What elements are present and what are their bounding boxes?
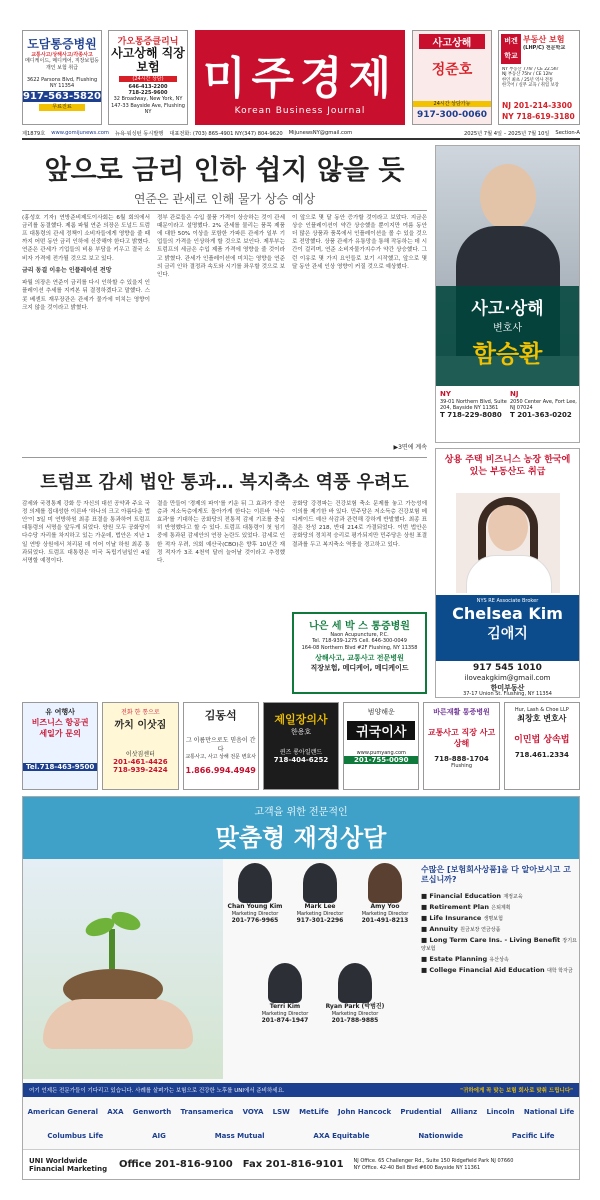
article1-rule <box>22 210 427 211</box>
insurer-logo: National Life <box>523 1108 575 1116</box>
service-en: Annuity <box>429 924 458 933</box>
finance-header <box>23 797 579 859</box>
service-en: College Financial Aid Education <box>429 965 545 974</box>
hospital-phone: 917-563-5820 <box>23 91 101 103</box>
service-kr: 생명보험 <box>483 915 503 922</box>
small-ad-title: 까치 이삿짐 <box>114 720 167 731</box>
service-kr: 장기요양보험 <box>421 937 577 952</box>
banner-left: 여기 언제든 전문가들이 기다리고 있습니다. 사례를 살펴가는 보험으로 건강한 노후를 UNI에서 준비하세요. <box>29 1088 285 1094</box>
finance-ad[interactable] <box>22 796 580 1180</box>
insurer-logo: Pacific Life <box>511 1132 555 1140</box>
person-name: Amy Yoo <box>370 903 400 910</box>
bergen-title: 부동산 보험 <box>523 35 565 44</box>
agent-email[interactable]: iloveakgkim@gmail.com <box>464 674 551 682</box>
small-ad-choe[interactable] <box>504 702 580 790</box>
agent-company: 한미부동산 <box>490 684 525 692</box>
person-avatar <box>368 863 402 903</box>
lawyer-phone: 917-300-0060 <box>416 110 488 121</box>
person-avatar <box>303 863 337 903</box>
clinic-address-1: 32 Broadway, New York, NY <box>113 96 183 103</box>
bergen-item: NJ 부동산 75hr / CE 12hr <box>502 72 553 78</box>
bergen-items <box>502 67 579 88</box>
hospital-badge: 무료진료 <box>39 104 85 110</box>
person-name: Terri Kim <box>269 1003 301 1010</box>
service-kr: 유산상속 <box>489 956 509 963</box>
lawyer-tag: 사고상해 <box>419 34 485 49</box>
insurer-logo: Allianz <box>450 1108 478 1116</box>
small-ads-row <box>22 702 580 790</box>
office-addresses <box>354 1158 514 1172</box>
bergen-school-ad[interactable] <box>498 30 580 125</box>
banner-right: "귀하에게 꼭 맞는 보험 회사로 맞춰 드립니다" <box>460 1088 573 1094</box>
article2-col2: 결을 만들어 '경제의 파이'를 키운 뒤 그 효과가 중산층과 저소득층에게도 돌아가게 한다는 이른바 '낙수 효과'를 기대하는 공화당의 전통적 감세 기조를 충실히 반영했다고 할 수 있다. 트럼프 대통령이 첫 임기 중에 통과된 감세안의 연장 논란도 있었다. 감세로 인한 적자 우려, 의회 예산국(CBO)은 향후 10년간 재정 적자가 3조 4천억 달러 늘어날 것이라고 추정했다. <box>157 501 285 564</box>
hospital-line-1: 교통사고/상해사고/각종사고 <box>31 52 93 58</box>
article2-col1: 감세와 국경통제 강화 등 자신의 대선 공약과 주요 국정 의제를 집대성한 이른바 '하나의 크고 아름다운 법안'이 3일 미 연방하원 최종 표결을 통과하여 트럼프 대통령의 서명을 앞두게 되었다. 양원 모두 공화당이 다수당 자리를 차지하고 있는 가운데, 법안은 지난 1일 연방 상원에서 처리된 데 이어 이날 하원 최종 통과되었다. 트럼프 대통령은 미국 독립기념일인 4일 서명할 예정이다. <box>22 501 150 564</box>
fax-phone: Fax 201-816-9101 <box>242 1159 344 1170</box>
service-kr: 대학 학자금 <box>546 967 573 974</box>
agent-name-kr: 김애지 <box>487 626 528 643</box>
side-lawyer-role: 변호사 <box>493 323 522 334</box>
hospital-line-2: 메디케이드, 메디케어, 직장보험등 <box>25 58 99 65</box>
small-ad-phone: 718.461.2334 <box>514 751 569 759</box>
person-card[interactable] <box>353 863 417 951</box>
clinic-subtitle: (24시간 상담) <box>119 76 177 82</box>
naon-name: 나은 세 박 스 통증병원 <box>309 621 410 632</box>
hospital-line-3: 개인 보험 취급 <box>45 64 79 71</box>
service-kr: 재정교육 <box>503 893 523 900</box>
agent-phone: 917 545 1010 <box>473 663 542 673</box>
ny-address: 39-01 Northern Blvd, Suite 204, Bayside NY 11361 <box>440 398 507 411</box>
small-ad-name[interactable]: www.pumyang.com <box>356 750 406 756</box>
side-lawyer-ny <box>440 390 508 420</box>
small-ad-name: 유 여행사 <box>45 708 75 716</box>
small-ad-phone: 718-404-6252 <box>273 756 329 764</box>
article1-continued[interactable]: ▶3면에 계속 <box>393 444 427 451</box>
realestate-headline: 상용 주택 비즈니스 농장 한국에 있는 부동산도 취급 <box>444 455 571 477</box>
article1-col1-text: (홍성호 기자) 연방준비제도이사회는 6월 회의에서 금리를 동결했다. 제롬 파월 연준 의장은 도널드 트럼프 대통령의 관세 정책이 소비자들에게 영향을 줄 때까지 어떤 동안 금리 인하에 신중해야 한다고 밝혔다. 연준은 관세가 기업들의 비용 부담을 키우고 결국 소비자 가격에 전가될 것으로 보고 있다. <box>22 215 150 262</box>
hands-plant-image <box>23 859 223 1079</box>
service-kr: 원금보장 연금상품 <box>460 926 501 933</box>
person-avatar <box>338 963 372 1003</box>
small-ad-pumyang[interactable] <box>343 702 419 790</box>
lawyer-note: 24시간 상담가능 <box>413 101 491 107</box>
nj-phone: T 201-363-0202 <box>510 411 572 420</box>
bergen-item: NY 부동산 77hr / CE 22.5hr <box>502 67 559 72</box>
masthead <box>195 30 405 125</box>
bergen-tag-1: 버겐 <box>504 37 518 45</box>
finance-title: 맞춤형 재정상담 <box>215 824 387 852</box>
small-ad-name: 그 이름만으로도 믿음이 간다 <box>185 737 256 753</box>
hospital-address: 3622 Parsons Blvd, Flushing NY 11354 <box>26 76 98 89</box>
nj-office: NJ Office. 65 Challenger Rd., Suite 150 Ridgefield Park NJ 07660 <box>353 1157 514 1164</box>
bergen-tag <box>501 34 521 64</box>
agent-name-en: Chelsea Kim <box>452 604 563 624</box>
person-name: Mark Lee <box>304 903 336 910</box>
agent-box <box>436 595 579 661</box>
clinic-phone-2: 718-225-9600 <box>128 90 168 97</box>
lawyer-name: 정준호 <box>431 62 473 78</box>
masthead-subtitle: Korean Business Journal <box>234 106 366 116</box>
person-phone: 201-788-9885 <box>331 1016 379 1024</box>
ny-office: NY Office. 42-40 Bell Blvd #600 Bayside NY 11361 <box>353 1164 481 1171</box>
article1-col2: 정부 관료들은 수입 물품 가격이 상승하는 것이 관세 때문이라고 설명했다. 2% 관세를 물리는 품목 제품에 대한 50% 이상을 포함한 가파른 관세가 일부 기업들의 가격을 인상하게 할 것으로 보인다. 제투부는 트럼프의 세금은 수입 제품 가격에 영향을 줄 것이라고 밝혔다. 관세가 인플레이션에 미치는 영향을 연준의 금리 인하 결정과 속도와 시기를 좌우할 것으로 보인다. <box>157 215 285 278</box>
ny-phone: T 718-229-8080 <box>440 411 502 420</box>
realestate-ad[interactable] <box>435 448 580 698</box>
clinic-ad[interactable] <box>108 30 188 125</box>
article1-subheadline: 연준은 관세로 인해 물가 상승 예상 <box>133 192 316 206</box>
naon-line-2: 직장보험, 메디케어, 메디케이드 <box>310 663 409 672</box>
small-ad-title: 제일장의사 <box>274 713 328 726</box>
service-kr: 은퇴계획 <box>491 904 511 911</box>
insurer-logo: Prudential <box>400 1108 442 1116</box>
small-ad-moving[interactable] <box>102 702 178 790</box>
article1-col1 <box>22 214 150 454</box>
agent-role: NYS RE Associate Broker <box>476 598 539 604</box>
small-ad-title: 귀국이사 <box>347 721 415 740</box>
side-lawyer-nj <box>510 390 578 420</box>
service-en: Long Term Care Ins. - Living Benefit <box>429 935 561 944</box>
bergen-item: 한인 최초 / 25년 역사 전통 <box>502 77 554 83</box>
insurer-logo: American General <box>27 1108 99 1116</box>
agent-photo <box>456 493 560 593</box>
finance-tagline: 고객을 위한 전문적인 <box>254 807 348 818</box>
person-role: Marketing Director <box>361 910 409 917</box>
person-role: Marketing Director <box>331 1010 379 1017</box>
small-ad-sub: 바른재활 통증병원 <box>433 708 490 716</box>
insurer-logo: John Hancock <box>338 1108 392 1116</box>
person-avatar <box>238 863 272 903</box>
left-hospital-ad[interactable] <box>22 30 102 125</box>
masthead-title: 미주경제 <box>202 53 397 104</box>
small-ad-title: 김동석 <box>204 709 237 722</box>
agent-address: 37-17 Union St. Flushing, NY 11354 <box>463 691 552 697</box>
uni-company: UNI Worldwide Financial Marketing <box>29 1156 108 1173</box>
naon-clinic-ad[interactable] <box>292 612 427 694</box>
person-name: Ryan Park (박범진) <box>325 1003 385 1010</box>
lawyer-title-box <box>436 286 579 386</box>
small-ad-sub: 한용호 <box>290 728 312 736</box>
small-ad-phone: 201-755-0090 <box>344 756 418 764</box>
service-en: Estate Planning <box>429 954 488 963</box>
small-ad-sub: 전화 한 통으로 <box>121 709 160 716</box>
clinic-phone-1: 646-413-2200 <box>128 83 168 90</box>
finance-people <box>223 863 418 1083</box>
small-ad-title: 비즈니스 항공권 <box>31 718 89 727</box>
person-role: Marketing Director <box>261 1010 309 1017</box>
small-ad-rehab[interactable] <box>423 702 499 790</box>
service-item: ■ Annuity 원금보장 연금상품 <box>421 924 501 933</box>
small-ad-name: 퀸즈 롱아일랜드 <box>279 749 323 756</box>
insurer-logo: Nationwide <box>418 1132 464 1140</box>
side-lawyer-ad[interactable] <box>435 145 580 443</box>
bergen-item: 한국어 / 실무 교육 / 취업 보장 <box>502 83 559 89</box>
person-phone: 201-874-1947 <box>261 1016 309 1024</box>
email-link[interactable]: MijunewsNY@gmail.com <box>288 130 353 136</box>
clinic-name: 가오통증클리닉 <box>117 37 179 47</box>
small-ad-sub: 이민법 상속법 <box>514 735 570 745</box>
side-lawyer-title: 사고·상해 <box>471 299 544 319</box>
person-name: Chan Young Kim <box>227 903 283 910</box>
small-ad-phone: 1.866.994.4949 <box>185 766 256 775</box>
person-role: Marketing Director <box>231 910 279 917</box>
insurer-logo: LSW <box>272 1108 290 1116</box>
small-ad-lawyer-kim[interactable] <box>183 702 259 790</box>
bergen-phone-ny: NY 718-619-3180 <box>502 112 575 121</box>
person-phone: 917-301-2296 <box>296 916 344 924</box>
article1-col1-subhead: 금리 동결 이유는 인플레이션 전망 <box>22 266 112 274</box>
small-ad-title: 교통사고 직장 사고 상해 <box>427 728 496 748</box>
bergen-title-2: (LHP/C) 전문학교 <box>523 45 566 51</box>
finance-services <box>421 865 577 1075</box>
issue-date: 2025년 7월 4일 – 2025년 7월 10일 <box>463 130 550 137</box>
insurer-logo: AXA <box>107 1108 124 1116</box>
finance-banner <box>23 1083 579 1097</box>
small-ad-sub: 교통사고, 사고 상해 전문 변호사 <box>185 754 257 760</box>
clinic-title: 사고상해 직장보험 <box>111 46 185 74</box>
website-link[interactable]: www.gomijunews.com <box>51 130 109 136</box>
person-role: Marketing Director <box>296 910 344 917</box>
person-card[interactable] <box>323 963 387 1051</box>
insurer-logo: Transamerica <box>180 1108 234 1116</box>
hospital-name: 도담통증병원 <box>27 37 97 51</box>
small-ad-title: 최창호 변호사 <box>517 714 567 723</box>
insurer-logo: MetLife <box>299 1108 329 1116</box>
insurer-logo: Genworth <box>132 1108 172 1116</box>
service-item: ■ Financial Education 재정교육 <box>421 891 523 900</box>
contact: 대표전화: (703) 865-4901 NY(347) 804-9620 <box>169 130 283 137</box>
bergen-phone-nj: NJ 201-214-3300 <box>502 101 573 110</box>
person-card[interactable] <box>288 863 352 951</box>
issue-number: 제1879호 <box>22 130 46 137</box>
ny-label: NY <box>440 390 451 398</box>
insurer-logo: AXA Equitable <box>313 1132 370 1140</box>
article2-rule-top <box>22 457 427 458</box>
service-item: ■ Life Insurance 생명보험 <box>421 913 503 922</box>
small-ad-sub: 범양해운 <box>367 708 395 716</box>
small-ad-name: 이삿짐센터 <box>125 751 155 758</box>
service-item: ■ Estate Planning 유산상속 <box>421 954 509 963</box>
insurer-logo: Columbus Life <box>47 1132 104 1140</box>
finance-question: 수많은 [보험회사상품]을 다 알아보시고 고르십니까? <box>421 865 571 885</box>
small-ad-sub: 세일가 문의 <box>39 729 81 738</box>
article2-headline: 트럼프 감세 법안 통과… 복지축소 역풍 우려도 <box>40 472 409 493</box>
office-phone: Office 201-816-9100 <box>119 1159 233 1170</box>
article1-col3: 이 앞으로 몇 달 동안 증가할 것이라고 보았다. 지금은 상승 인플레이션이 약간 상승했을 뿐이지만 여름 동안 더 많은 상품과 품목에서 인플레이션을 볼 수 있을 것으로 전망했다. 상품 관세가 유통망을 통해 작동하는 데 시간이 걸리며, 연준 소비자물가지수가 약간 상승했다. 그런 이유로 몇 가지 요인들로 보기 시작했고, 앞으로 몇 달 동안 관세 인상 영향이 커질 것으로 예상했다. <box>292 215 427 270</box>
info-bar <box>22 128 580 140</box>
service-item: ■ Retirement Plan 은퇴계획 <box>421 902 511 911</box>
section-label: Section-A <box>555 130 580 136</box>
person-phone: 201-776-9965 <box>231 916 279 924</box>
article1-col1-text-b: 파월 의장은 연준이 금리를 다시 인하할 수 있을지 인플레이션 추세를 지켜본 뒤 결정하겠다고 말했다. 스콧 베센트 재무장관은 관세가 물가에 미치는 영향이 크지 않을 것이라고 밝혔다. <box>22 280 150 311</box>
person-card[interactable] <box>223 863 287 951</box>
region: 뉴욕·워싱턴 동시발행 <box>114 130 164 137</box>
nj-address: 2050 Center Ave, Fort Lee, NJ 07024 <box>510 398 577 411</box>
article2-col3: 공화당 강경파는 건강보험 축소 문제를 놓고 가능성에 이의를 제기한 바 있다. 민주당은 저소득층 건강보험 메디케이드 예산 삭감과 관련해 강하게 반발했다. 최종 표결은 찬성 218, 반대 214로 가결되었다. 이번 법안은 공화당의 정치적 승리로 평가되지만 민주당은 상원 표결 결과를 두고 복지축소 역풍을 경고하고 있다. <box>292 501 427 548</box>
naon-subtitle: Naon Acupuncture, P.C. <box>330 632 389 638</box>
side-lawyer-name: 함승환 <box>472 340 543 368</box>
article1-headline: 앞으로 금리 인하 쉽지 않을 듯 <box>44 155 405 186</box>
service-en: Financial Education <box>429 891 502 900</box>
small-ad-name: Hur, Lash & Choe LLP <box>514 707 569 713</box>
insurer-logos <box>27 1101 575 1147</box>
person-phone: 201-491-8213 <box>361 916 409 924</box>
nj-label: NJ <box>510 390 519 398</box>
small-ad-travel[interactable] <box>22 702 98 790</box>
insurer-logo: VOYA <box>242 1108 264 1116</box>
lawyer-jung-ad[interactable] <box>412 30 492 125</box>
finance-footer <box>23 1149 579 1179</box>
insurer-logo: AIG <box>152 1132 166 1140</box>
insurer-logo: Lincoln <box>486 1108 515 1116</box>
small-ad-phone: Tel.718-463-9500 <box>23 763 97 771</box>
small-ad-phone: 718-888-1704 <box>434 755 489 763</box>
naon-phones: Tel. 718-939-1275 Cell. 646-300-0049 <box>312 638 407 645</box>
small-ad-phone: 201-461-4426 718-939-2424 <box>113 758 168 774</box>
small-ad-funeral[interactable] <box>263 702 339 790</box>
service-item: ■ College Financial Aid Education 대학 학자금 <box>421 965 573 974</box>
naon-line-1: 상해사고, 교통사고 전문병원 <box>315 653 404 662</box>
naon-address: 164-08 Northern Blvd #2F Flushing, NY 11358 <box>301 644 418 651</box>
clinic-address-2: 147-33 Bayside Ave, Flushing NY <box>111 102 185 115</box>
person-card[interactable] <box>253 963 317 1051</box>
insurer-logo: Mass Mutual <box>214 1132 265 1140</box>
bergen-tag-2: 학교 <box>504 52 518 60</box>
small-ad-name: Flushing <box>451 763 473 769</box>
service-en: Life Insurance <box>429 913 482 922</box>
service-en: Retirement Plan <box>429 902 489 911</box>
service-item: ■ Long Term Care Ins. - Living Benefit 장기요양보험 <box>421 935 577 952</box>
person-avatar <box>268 963 302 1003</box>
